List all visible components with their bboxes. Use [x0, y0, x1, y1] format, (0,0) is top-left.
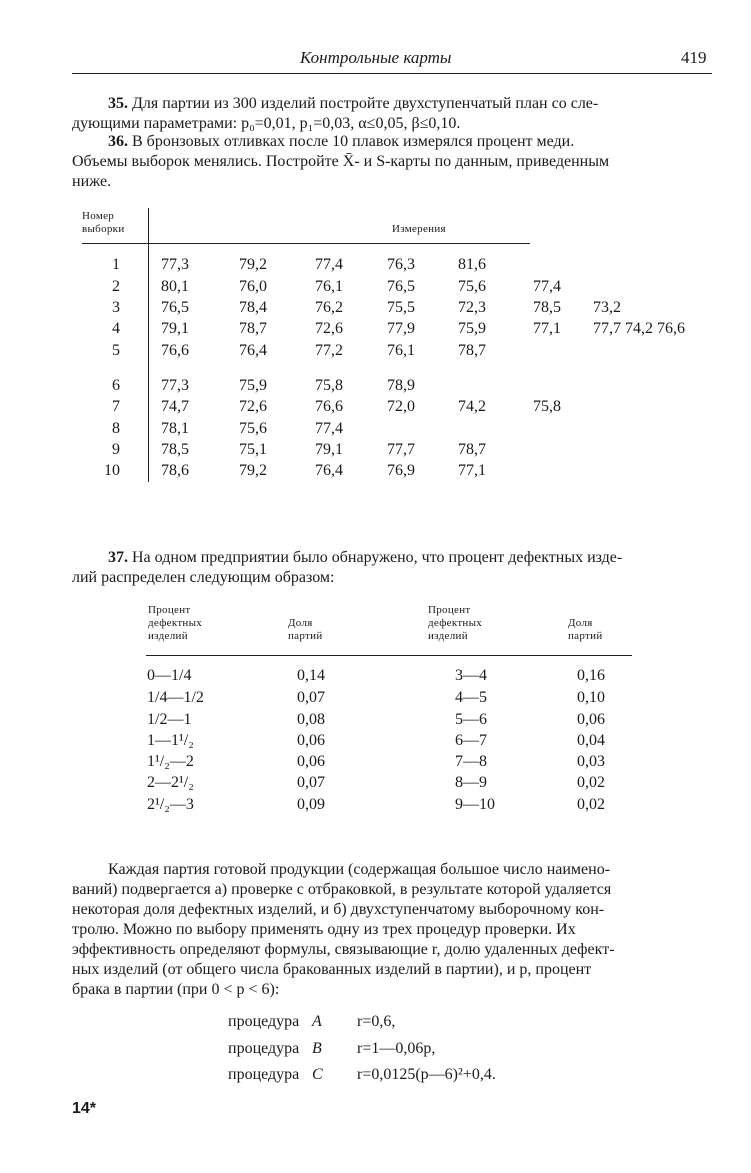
- measurement-cell: 75,9: [458, 320, 486, 337]
- share-cell: 0,04: [577, 732, 605, 749]
- left-share-header-1: Доля: [288, 617, 313, 629]
- inspection-line-5: эффективность определяют формулы, связывающие r, долю удаленных дефект-: [72, 941, 615, 958]
- measurement-cell: 78,6: [161, 462, 189, 479]
- sample-number: 7: [112, 398, 120, 415]
- measurement-cell: 75,5: [387, 299, 415, 316]
- procedure-formula: r=0,6,: [357, 1013, 396, 1030]
- measurement-cell: 76,4: [239, 342, 267, 359]
- procedure-formula: r=1—0,06p,: [357, 1040, 436, 1057]
- percent-range-cell: 4—5: [455, 689, 487, 706]
- measurement-cell: 73,2: [593, 299, 621, 316]
- header-rule: [72, 73, 712, 74]
- left-share-header-2: партий: [288, 630, 323, 642]
- table-37-header-rule: [146, 655, 632, 656]
- percent-range-cell: 1/4—1/2: [147, 689, 204, 706]
- share-cell: 0,06: [297, 732, 325, 749]
- measurement-cell: 77,7: [387, 441, 415, 458]
- percent-range-cell: 9—10: [455, 796, 495, 813]
- measurement-cell: 75,8: [533, 398, 561, 415]
- share-cell: 0,09: [297, 796, 325, 813]
- sample-number: 2: [112, 278, 120, 295]
- measurement-cell: 79,2: [239, 256, 267, 273]
- measurement-cell: 77,9: [387, 320, 415, 337]
- percent-range-cell: 2—2¹/₂: [147, 774, 194, 791]
- signature-mark: 14*: [72, 1100, 97, 1117]
- measurement-cell: 77,3: [161, 377, 189, 394]
- sample-number: 8: [112, 420, 120, 437]
- left-percent-header-2: дефектных: [148, 617, 203, 629]
- measurement-cell: 75,8: [315, 377, 343, 394]
- measurement-cell: 77,4: [533, 278, 561, 295]
- share-cell: 0,10: [577, 689, 605, 706]
- problem-35-line-2: дующими параметрами: p₀=0,01, p₁=0,03, α≤0,05, β≤0,10.: [72, 115, 461, 132]
- problem-35: [72, 94, 712, 134]
- measurement-cell: 75,6: [239, 420, 267, 437]
- inspection-line-3: некоторая доля дефектных изделий, и б) двухступенчатому выборочному кон-: [72, 901, 605, 918]
- procedure-label: процедура: [228, 1013, 300, 1030]
- inspection-line-4: тролю. Можно по выбору применять одну из трех процедур проверки. Их: [72, 921, 576, 938]
- measurement-cell: 72,6: [239, 398, 267, 415]
- measurement-cell: 75,1: [239, 441, 267, 458]
- measurement-cell: 77,7 74,2 76,6: [593, 320, 685, 337]
- measurement-cell: 81,6: [458, 256, 486, 273]
- measurement-cell: 79,2: [239, 462, 267, 479]
- measurement-cell: 80,1: [161, 278, 189, 295]
- measurement-cell: 75,6: [458, 278, 486, 295]
- right-percent-header-2: дефектных: [428, 617, 483, 629]
- share-cell: 0,07: [297, 689, 325, 706]
- sample-number: 9: [112, 441, 120, 458]
- problem-37-line-1: 37. На одном предприятии было обнаружено, что процент дефектных изде-: [108, 549, 623, 566]
- measurement-cell: 77,3: [161, 256, 189, 273]
- left-percent-header-1: Процент: [148, 604, 191, 616]
- percent-range-cell: 8—9: [455, 774, 487, 791]
- measurement-cell: 78,7: [458, 441, 486, 458]
- problem-36-line-1: 36. В бронзовых отливках после 10 плавок измерялся процент меди.: [108, 133, 575, 150]
- share-cell: 0,08: [297, 711, 325, 728]
- procedure-label: процедура: [228, 1040, 300, 1057]
- right-share-header-2: партий: [568, 630, 603, 642]
- problem-36-line-3: ниже.: [72, 173, 112, 190]
- share-cell: 0,14: [297, 667, 325, 684]
- percent-range-cell: 3—4: [455, 667, 487, 684]
- procedure-letter: A: [312, 1013, 322, 1030]
- measurement-cell: 77,1: [458, 462, 486, 479]
- right-percent-header-3: изделий: [428, 630, 468, 642]
- problem-35-number: 35.: [108, 95, 128, 112]
- measurements-header: Измерения: [392, 223, 446, 235]
- share-cell: 0,03: [577, 753, 605, 770]
- table-36-vertical-rule: [148, 208, 149, 482]
- sample-number: 3: [112, 299, 120, 316]
- share-cell: 0,02: [577, 774, 605, 791]
- measurement-cell: 78,7: [239, 320, 267, 337]
- measurement-cell: 72,6: [315, 320, 343, 337]
- measurement-cell: 76,1: [387, 342, 415, 359]
- inspection-line-7: брака в партии (при 0 < p < 6):: [72, 981, 280, 998]
- sample-number: 10: [104, 462, 120, 479]
- measurement-cell: 76,6: [315, 398, 343, 415]
- problem-36-line-2: Объемы выборок менялись. Постройте X̄- и S-карты по данным, приведенным: [72, 153, 610, 170]
- procedure-label: процедура: [228, 1066, 300, 1083]
- measurement-cell: 74,2: [458, 398, 486, 415]
- left-percent-header-3: изделий: [148, 630, 188, 642]
- measurement-cell: 76,4: [315, 462, 343, 479]
- measurement-cell: 78,5: [161, 441, 189, 458]
- measurement-cell: 77,1: [533, 320, 561, 337]
- percent-range-cell: 0—1/4: [147, 667, 192, 684]
- sample-header-2: выборки: [82, 223, 125, 235]
- problem-37-number: 37.: [108, 549, 128, 566]
- sample-number: 5: [112, 342, 120, 359]
- inspection-line-1: Каждая партия готовой продукции (содержащая большое число наимено-: [108, 861, 611, 878]
- percent-range-cell: 1/2—1: [147, 711, 192, 728]
- inspection-line-6: ных изделий (от общего числа бракованных изделий в партии), и p, процент: [72, 961, 592, 978]
- measurement-cell: 76,5: [387, 278, 415, 295]
- percent-range-cell: 7—8: [455, 753, 487, 770]
- measurement-cell: 79,1: [161, 320, 189, 337]
- right-share-header-1: Доля: [568, 617, 593, 629]
- problem-37-line-2: лий распределен следующим образом:: [72, 569, 335, 586]
- share-cell: 0,06: [577, 711, 605, 728]
- problem-35-line-1: 35. Для партии из 300 изделий постройте двухступенчатый план со сле-: [108, 95, 599, 112]
- right-percent-header-1: Процент: [428, 604, 471, 616]
- percent-range-cell: 1¹/₂—2: [147, 753, 194, 770]
- measurement-cell: 76,9: [387, 462, 415, 479]
- measurement-cell: 74,7: [161, 398, 189, 415]
- measurement-cell: 77,4: [315, 256, 343, 273]
- measurement-cell: 77,4: [315, 420, 343, 437]
- procedure-formula: r=0,0125(p—6)²+0,4.: [357, 1066, 496, 1083]
- measurement-cell: 76,2: [315, 299, 343, 316]
- table-36-header-rule: [82, 243, 530, 244]
- procedure-letter: B: [312, 1040, 322, 1057]
- inspection-line-2: ваний) подвергается а) проверке с отбраковкой, в результате которой удаляется: [72, 881, 612, 898]
- share-cell: 0,02: [577, 796, 605, 813]
- measurement-cell: 78,1: [161, 420, 189, 437]
- measurement-cell: 76,1: [315, 278, 343, 295]
- percent-range-cell: 6—7: [455, 732, 487, 749]
- problem-36: [72, 132, 712, 192]
- measurement-cell: 79,1: [315, 441, 343, 458]
- percent-range-cell: 5—6: [455, 711, 487, 728]
- running-title: Контрольные карты: [300, 48, 452, 67]
- percent-range-cell: 2¹/₂—3: [147, 796, 194, 813]
- sample-number: 4: [112, 320, 120, 337]
- measurement-cell: 77,2: [315, 342, 343, 359]
- measurement-cell: 78,5: [533, 299, 561, 316]
- measurement-cell: 78,9: [387, 377, 415, 394]
- measurement-cell: 76,3: [387, 256, 415, 273]
- share-cell: 0,06: [297, 753, 325, 770]
- measurement-cell: 76,0: [239, 278, 267, 295]
- measurement-cell: 75,9: [239, 377, 267, 394]
- share-cell: 0,16: [577, 667, 605, 684]
- sample-header-1: Номер: [82, 210, 115, 222]
- sample-number: 1: [112, 256, 120, 273]
- measurement-cell: 76,5: [161, 299, 189, 316]
- measurement-cell: 72,0: [387, 398, 415, 415]
- problem-36-number: 36.: [108, 133, 128, 150]
- problem-37: [72, 548, 712, 588]
- measurement-cell: 78,4: [239, 299, 267, 316]
- measurement-cell: 76,6: [161, 342, 189, 359]
- share-cell: 0,07: [297, 774, 325, 791]
- inspection-paragraph: [72, 860, 712, 1000]
- percent-range-cell: 1—1¹/₂: [147, 732, 194, 749]
- measurement-cell: 78,7: [458, 342, 486, 359]
- sample-number: 6: [112, 377, 120, 394]
- measurement-cell: 72,3: [458, 299, 486, 316]
- page-number: 419: [681, 48, 707, 67]
- procedure-letter: C: [312, 1066, 323, 1083]
